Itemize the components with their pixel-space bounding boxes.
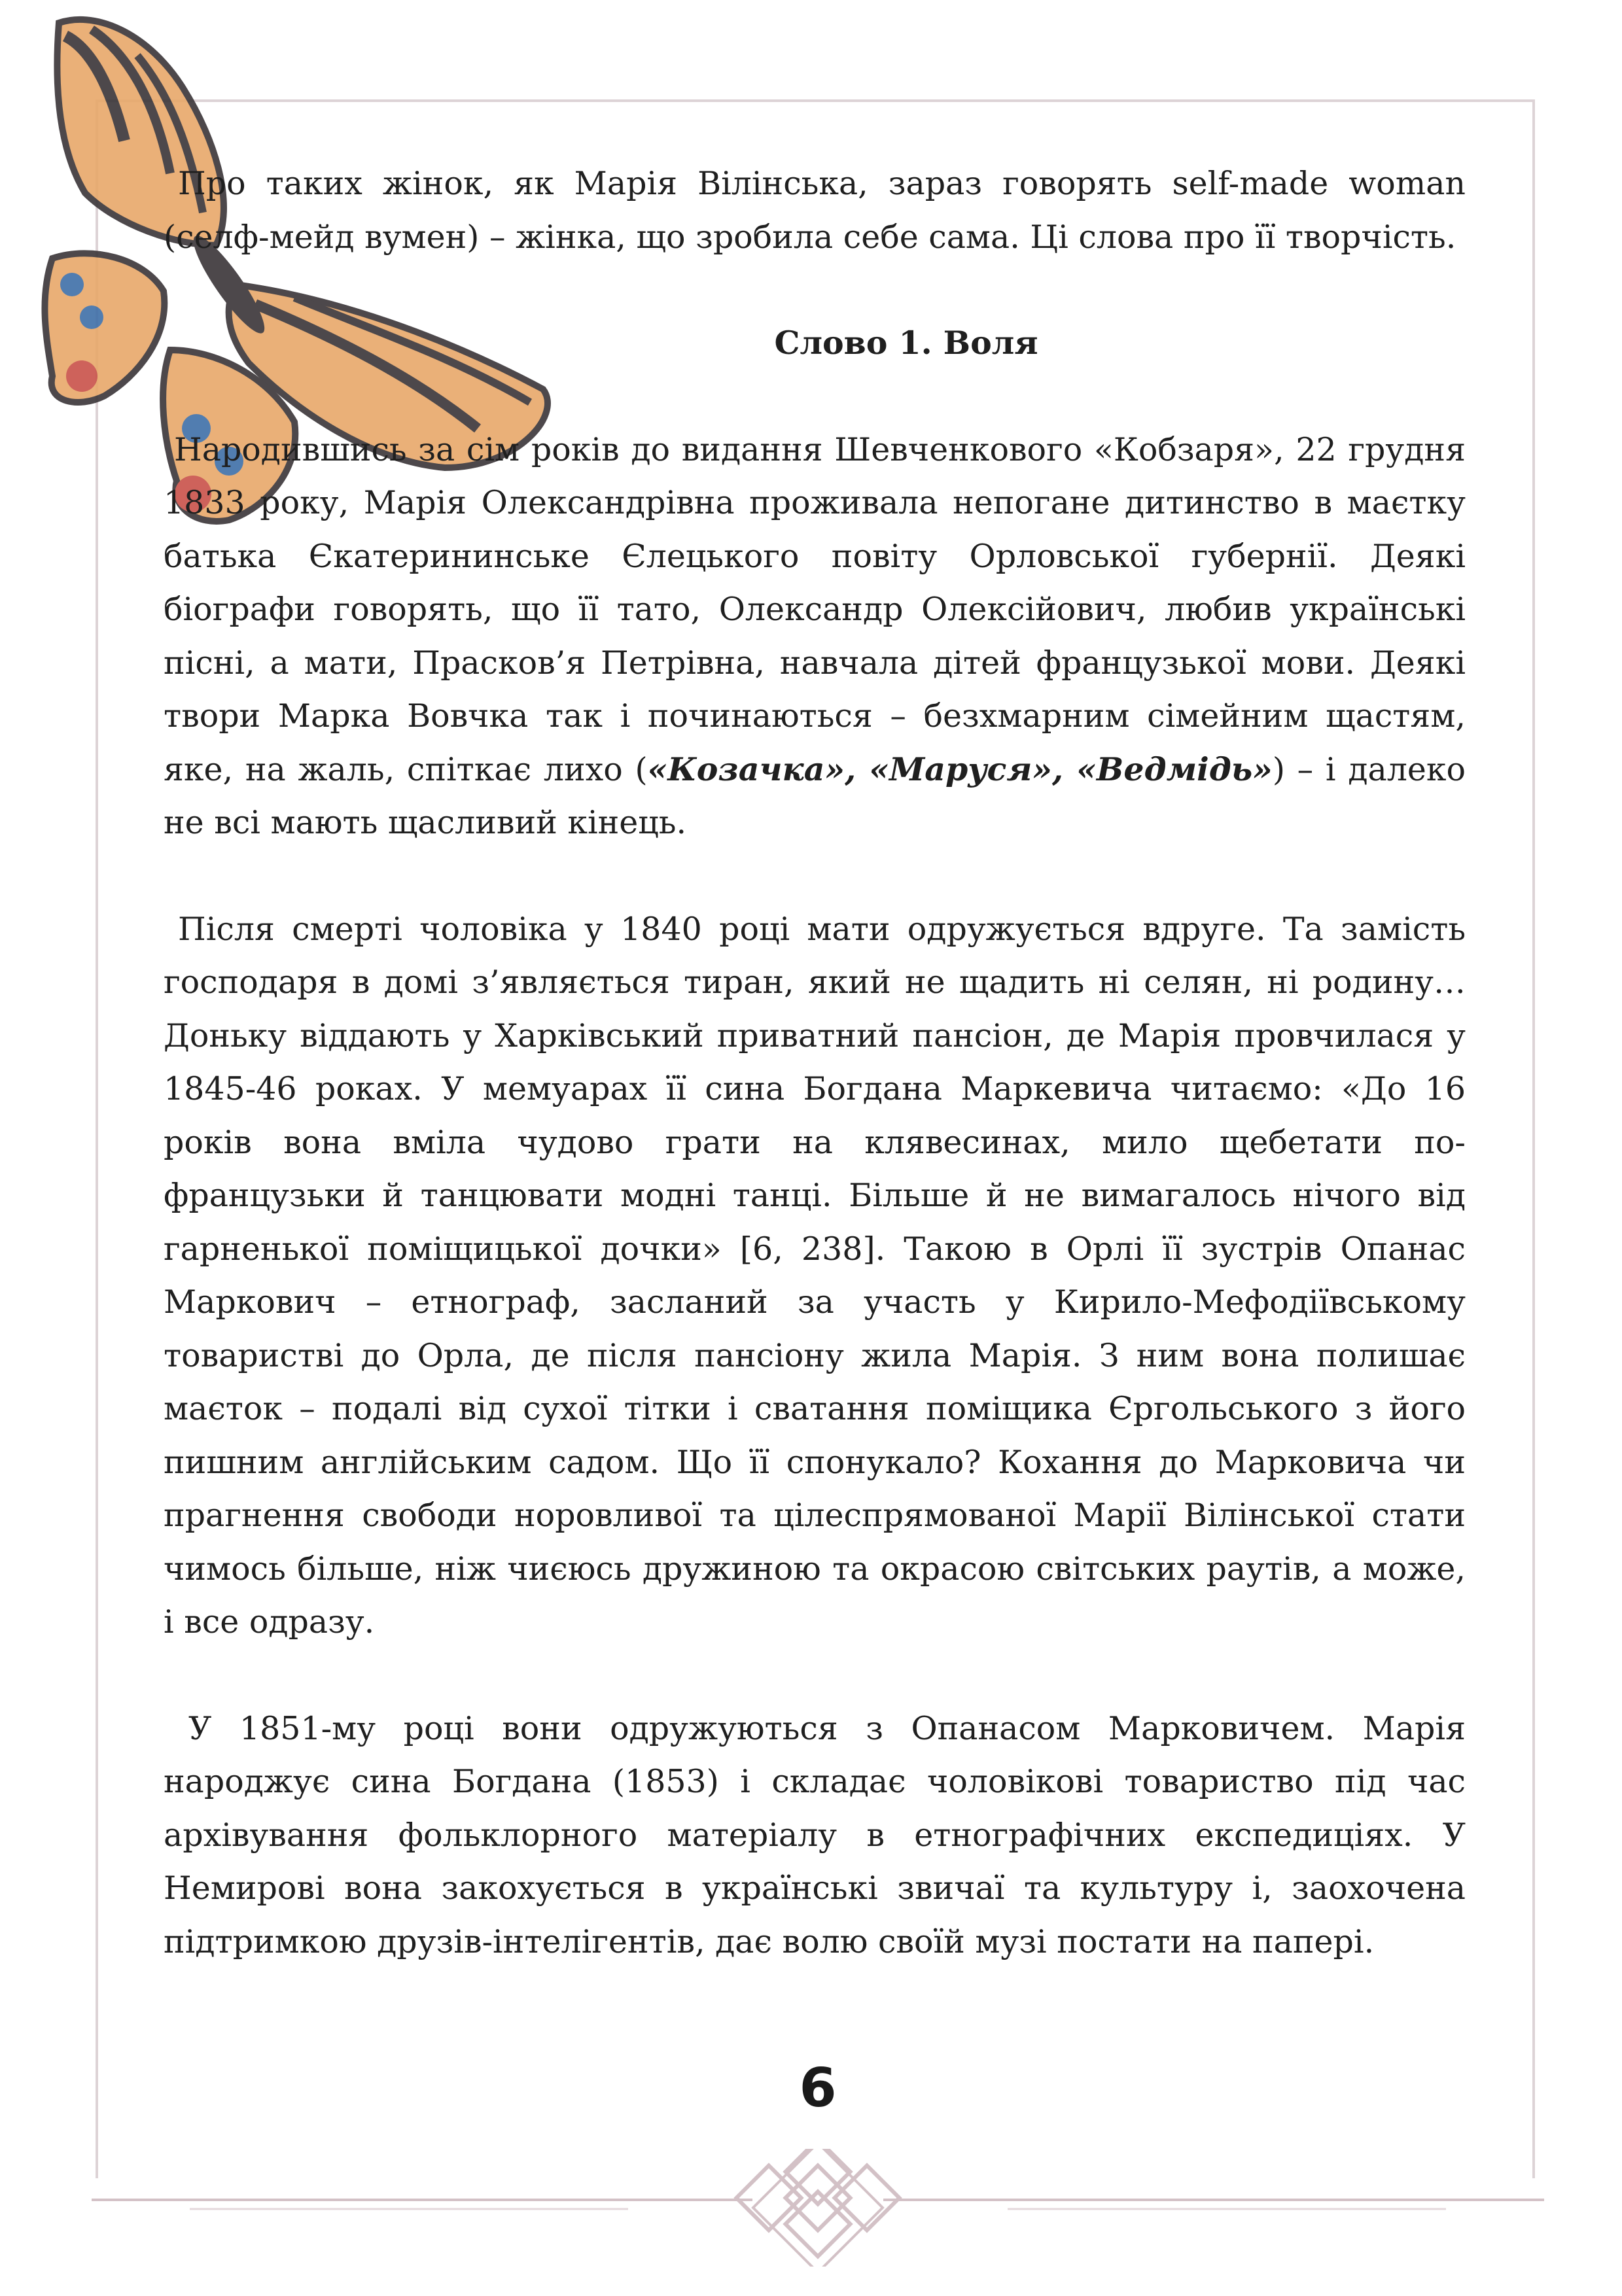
paragraph-1-text-a: Народившись за сім років до видання Шевченкового «Кобзаря», 22 грудня 1833 року, Марія Олександрівна проживала непогане дитинство в маєтку батька Єкатерининське Єлецького повіту Орловської губернії. Деякі біографи говорять, що її тато, Олександр Олексійович, любив українські пісні, а мати, Прасков’я Петрівна, навчала дітей французької мови. Деякі твори Марка Вовчка так і починаються – безхмарним сімейним щастям, яке, на жаль, спіткає лихо ( xyxy=(164,430,1466,788)
diamond-knot-ornament-icon xyxy=(92,2149,1544,2267)
paragraph-1-works: «Козачка», «Маруся», «Ведмідь» xyxy=(647,750,1273,788)
section-heading: Слово 1. Воля xyxy=(774,324,1038,362)
intro-paragraph: Про таких жінок, як Марія Вілінська, зараз говорять self-made woman (селф-мейд вумен) – жінка, що зробила себе сама. Ці слова про її творчість. xyxy=(164,165,1466,256)
page-number: 6 xyxy=(799,2057,837,2119)
paragraph-1 xyxy=(164,423,1466,850)
paragraph-2: Після смерті чоловіка у 1840 році мати одружується вдруге. Та замість господаря в домі з’являється тиран, який не щадить ні селян, ні родину… Доньку віддають у Харківський приватний пансіон, де Марія провчилася у 1845-46 роках. У мемуарах її сина Богдана Маркевича читаємо: «До 16 років вона вміла чудово грати на клявесинах, мило щебетати по-французьки й танцювати модні танці. Більше й не вимагалось нічого від гарненької поміщицької дочки» [6, 238]. Такою в Орлі її зустрів Опанас Маркович – етнограф, засланий за участь у Кирило-Мефодіївському товаристві до Орла, де після пансіону жила Марія. З ним вона полишає маєток – подалі від сухої тітки і сватання поміщика Єргольського з його пишним англійським садом. Що її спонукало? Кохання до Марковича чи прагнення свободи норовливої та цілеспрямованої Марії Вілінської стати чимось більше, ніж чиєюсь дружиною та окрасою світських раутів, а може, і все одразу. xyxy=(164,910,1466,1641)
document-body xyxy=(164,157,1466,1968)
paragraph-1-text-b: ) – і далеко не всі мають щасливий кінець. xyxy=(164,750,1466,841)
paragraph-3: У 1851-му році вони одружуються з Опанасом Марковичем. Марія народжує сина Богдана (1853) і складає чоловікові товариство під час архівування фольклорного матеріалу в етнографічних експедиціях. У Немирові вона закохується в українські звичаї та культуру і, заохочена підтримкою друзів-інтелігентів, дає волю своїй музі постати на папері. xyxy=(164,1709,1466,1960)
